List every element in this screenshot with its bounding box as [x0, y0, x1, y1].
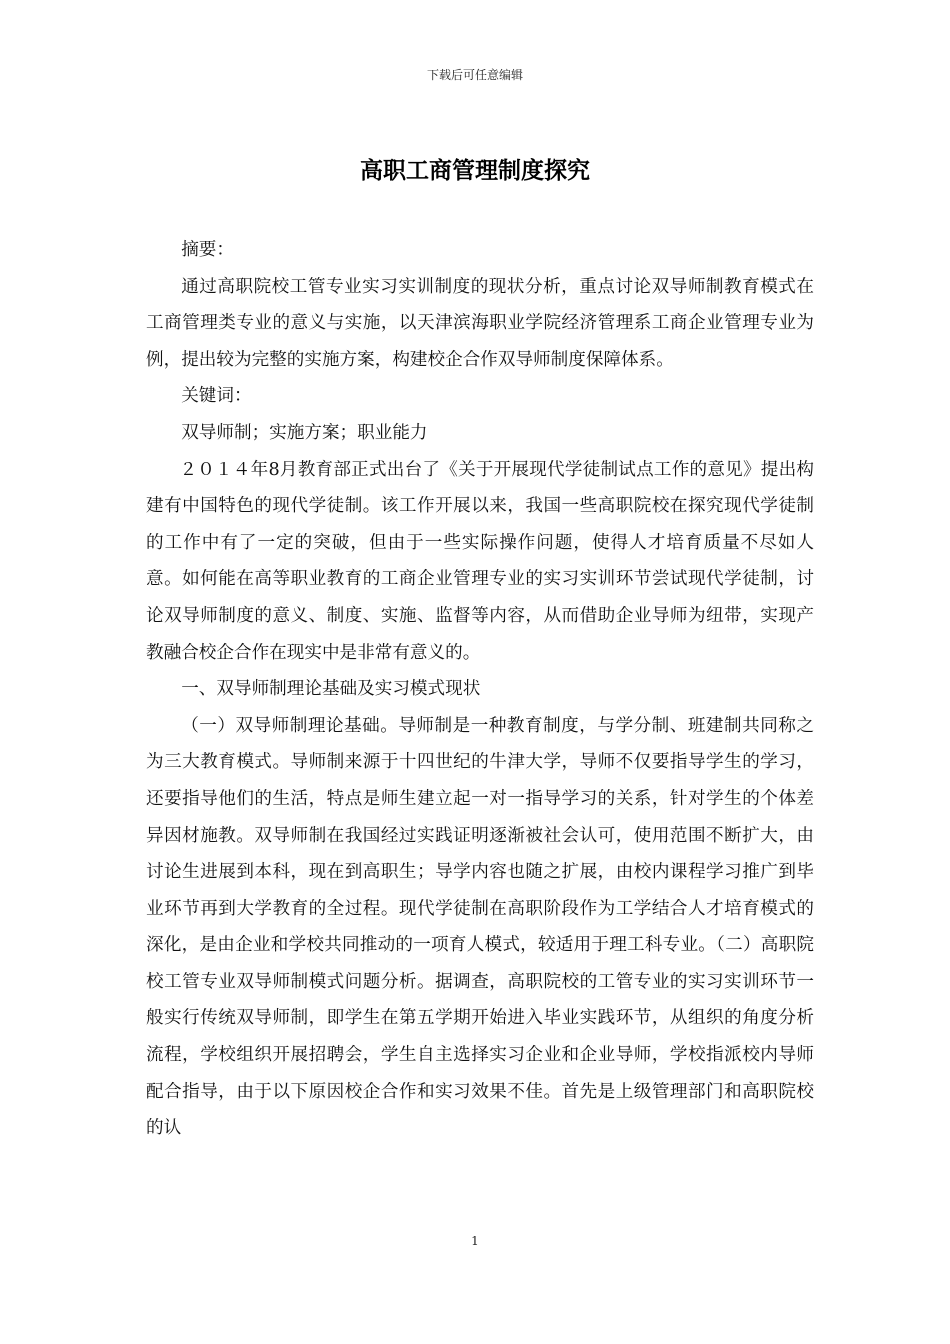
header-note: 下载后可任意编辑: [426, 68, 523, 82]
section-heading: 一、双导师制理论基础及实习模式现状: [181, 679, 481, 700]
keywords-text: 双导师制；实施方案；职业能力: [181, 422, 428, 443]
intro-paragraph: ２０１４年8月教育部正式出台了《关于开展现代学徒制试点工作的意见》提出构建有中国特色的现代学徒制。该工作开展以来，我国一些高职院校在探究现代学徒制的工作中有了一定的突破，但由于一些实际操作问题，使得人才培育质量不尽如人意。如何能在高等职业教育的工商企业管理专业的实习实训环节尝试现代学徒制，讨论双导师制度的意义、制度、实施、监督等内容，从而借助企业导师为纽带，实现产教融合校企合作在现实中是非常有意义的。: [146, 459, 814, 663]
abstract-label: 摘要：: [181, 240, 234, 260]
page-number: 1: [471, 1234, 479, 1248]
document-body: [146, 232, 814, 1147]
section-paragraph: （一）双导师制理论基础。导师制是一种教育制度，与学分制、班建制共同称之为三大教育模式。导师制来源于十四世纪的牛津大学，导师不仅要指导学生的学习，还要指导他们的生活，特点是师生建立起一对一指导学习的关系，针对学生的个体差异因材施教。双导师制在我国经过实践证明逐渐被社会认可，使用范围不断扩大，由讨论生进展到本科，现在到高职生；导学内容也随之扩展，由校内课程学习推广到毕业环节再到大学教育的全过程。现代学徒制在高职阶段作为工学结合人才培育模式的深化，是由企业和学校共同推动的一项育人模式，较适用于理工科专业。（二）高职院校工管专业双导师制模式问题分析。据调查，高职院校的工管专业的实习实训环节一般实行传统双导师制，即学生在第五学期开始进入毕业实践环节，从组织的角度分析流程，学校组织开展招聘会，学生自主选择实习企业和企业导师，学校指派校内导师配合指导，由于以下原因校企合作和实习效果不佳。首先是上级管理部门和高职院校的认: [146, 715, 814, 1139]
keywords-label: 关键词：: [181, 386, 252, 407]
abstract-text: 通过高职院校工管专业实习实训制度的现状分析，重点讨论双导师制教育模式在工商管理类专业的意义与实施，以天津滨海职业学院经济管理系工商企业管理专业为例，提出较为完整的实施方案，构建校企合作双导师制度保障体系。: [146, 276, 814, 370]
document-title: 高职工商管理制度探究: [360, 157, 590, 184]
